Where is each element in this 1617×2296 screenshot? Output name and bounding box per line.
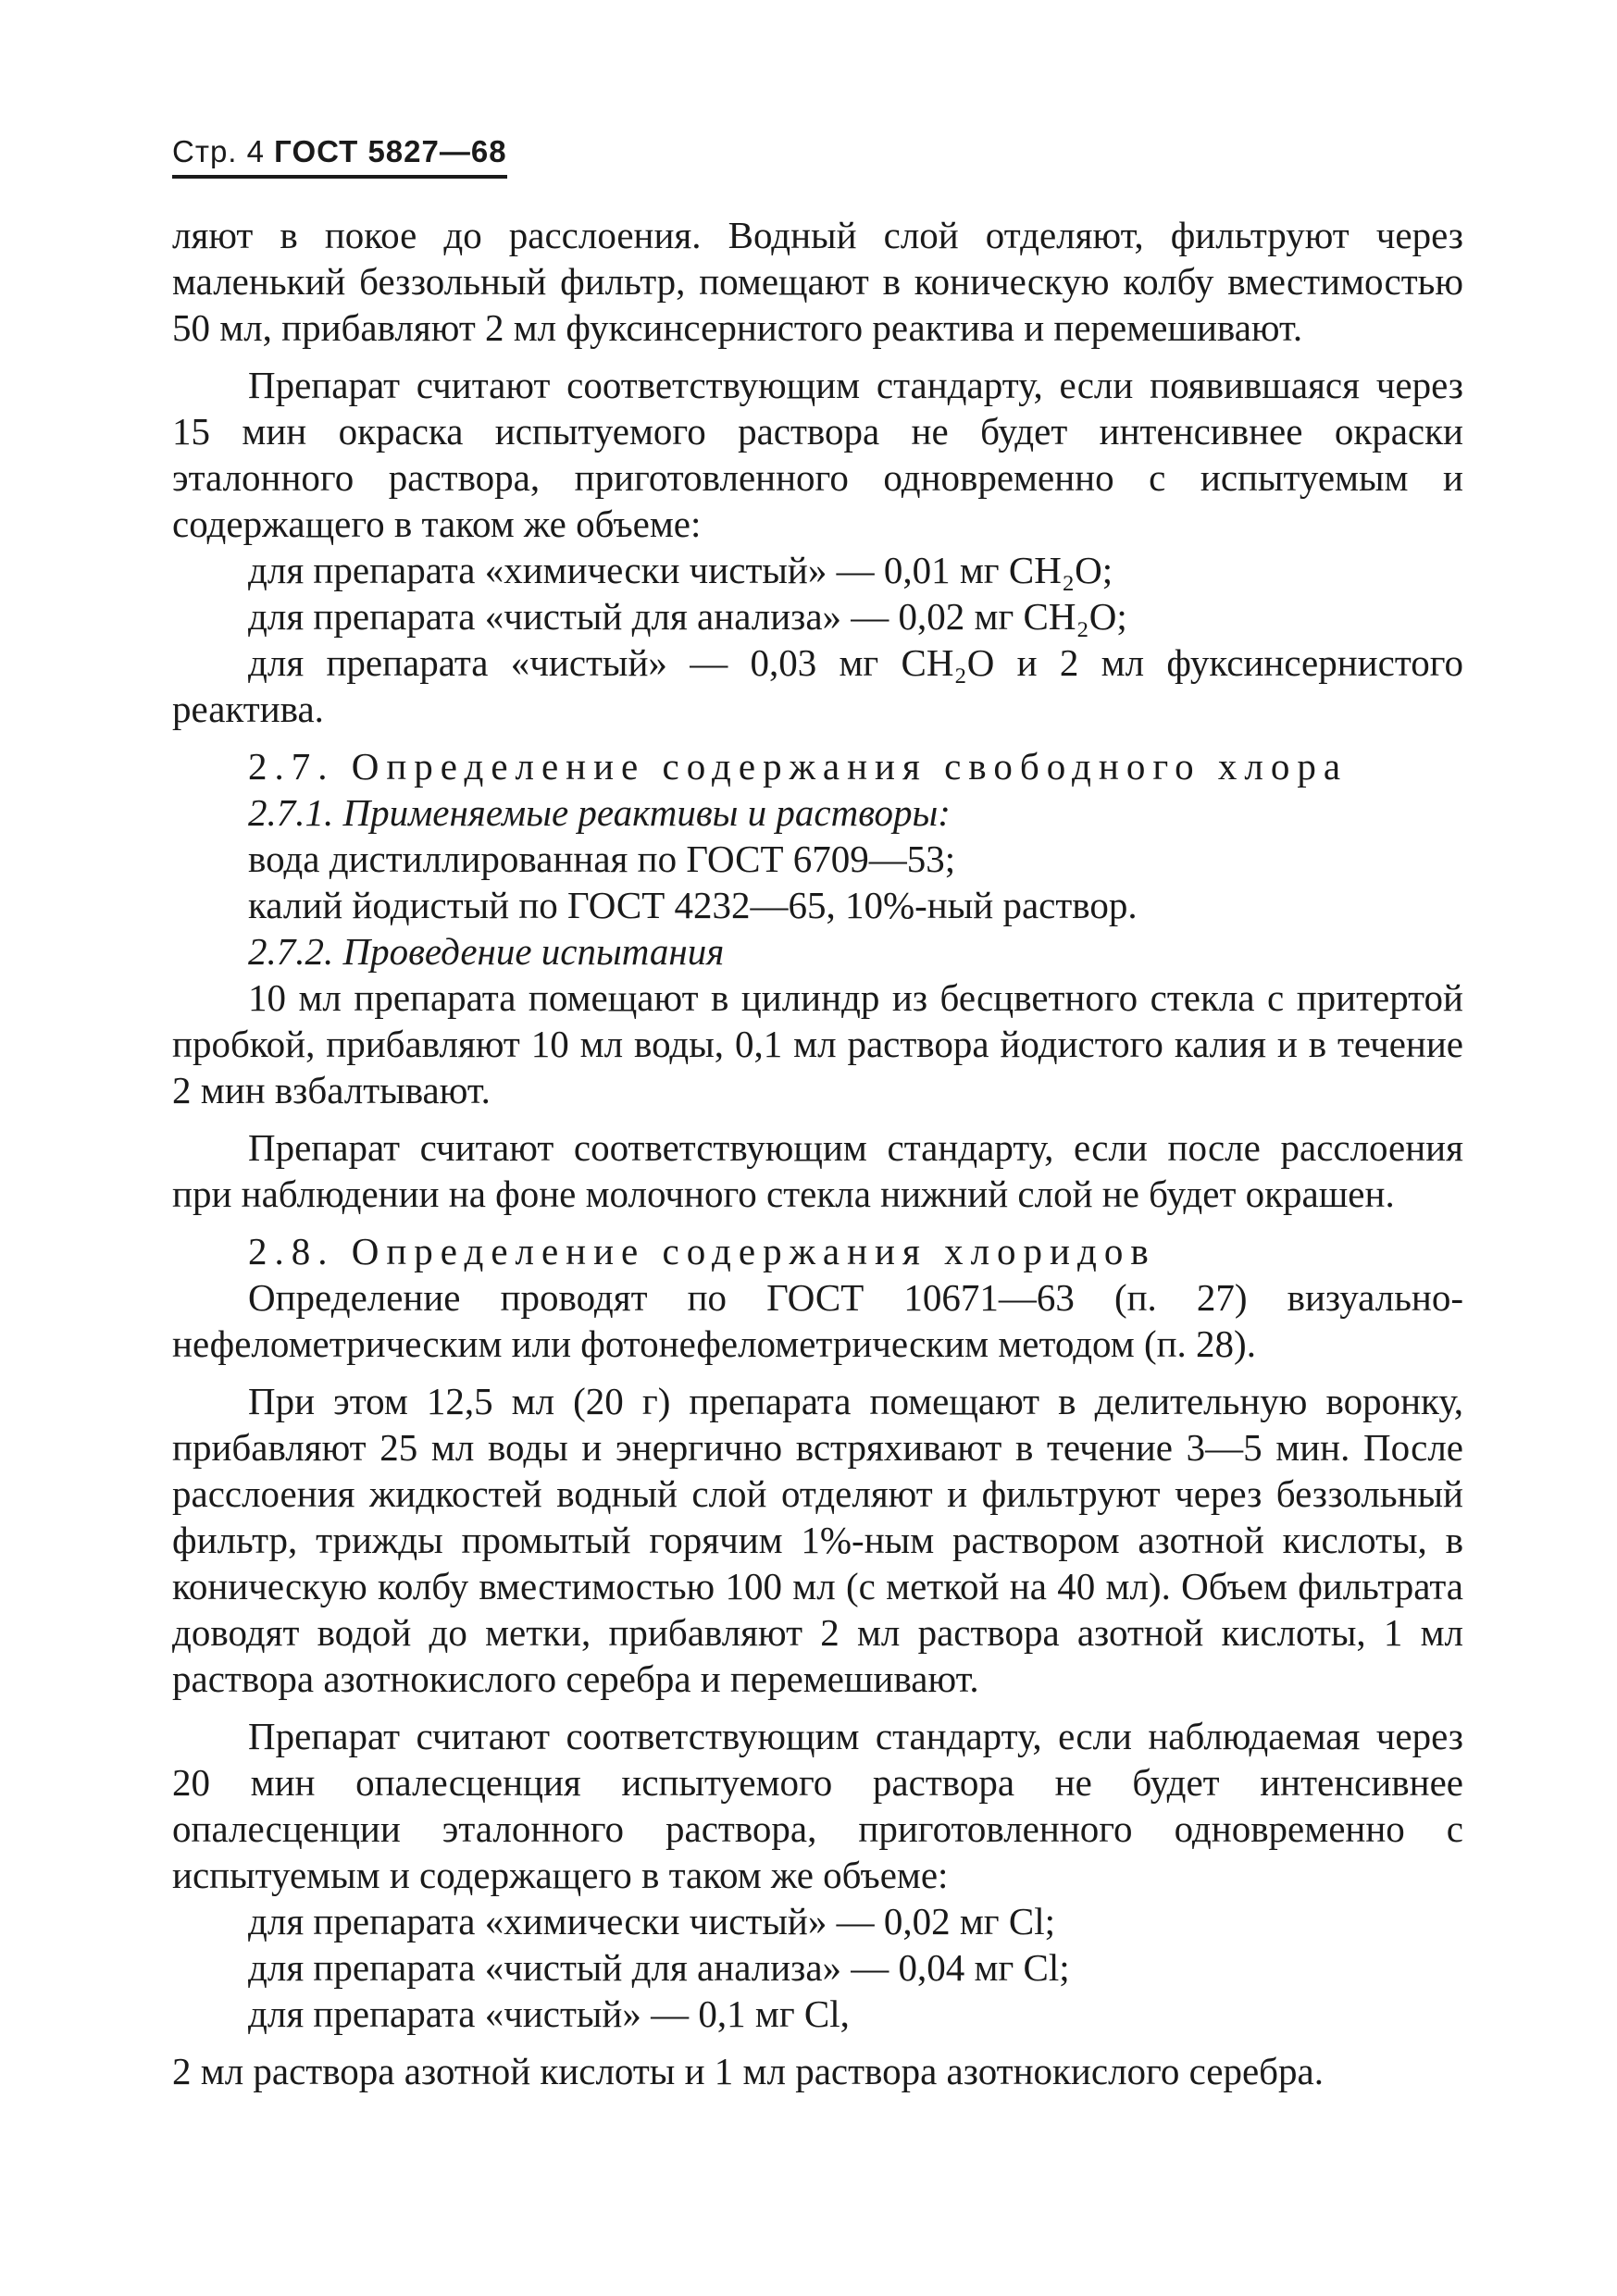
list-item-analytical-grade: для препарата «чистый для анализа» — 0,02 мг CH₂O;: [248, 595, 1127, 638]
subsection-procedure-heading: 2.7.2. Проведение испытания: [248, 930, 725, 973]
list-item-pure-cl: для препарата «чистый» — 0,1 мг Cl,: [248, 1992, 850, 2035]
paragraph-chlorine-criteria: Препарат считают соответствующим стандарту, если после расслоения при наблюдении на фоне молочного стекла нижний слой не будет окрашен.: [172, 1126, 1463, 1215]
paragraph-continuation: ляют в покое до расслоения. Водный слой отделяют, фильтруют через маленький беззольный фильтр, помещают в коническую колбу вместимостью 50 мл, прибавляют 2 мл фуксинсернистого реактива и перемешивают.: [172, 214, 1463, 349]
paragraph-chlorides-method: Определение проводят по ГОСТ 10671—63 (п. 27) визуально-нефелометрическим или фотонефелометрическим методом (п. 28).: [172, 1276, 1463, 1365]
standard-number: ГОСТ 5827—68: [274, 134, 507, 168]
list-item-chemically-pure-cl: для препарата «химически чистый» — 0,02 мг Cl;: [248, 1900, 1055, 1942]
list-item-pure: для препарата «чистый» — 0,03 мг CH₂O и 2 мл фуксинсернистого реактива.: [172, 641, 1463, 730]
list-item-analytical-grade-cl: для препарата «чистый для анализа» — 0,04 мг Cl;: [248, 1946, 1070, 1989]
section-heading-free-chlorine: 2.7. Определение содержания свободного хлора: [248, 745, 1349, 788]
paragraph-chlorides-tail: 2 мл раствора азотной кислоты и 1 мл раствора азотнокислого серебра.: [172, 2050, 1324, 2092]
section-heading-chlorides: 2.8. Определение содержания хлоридов: [248, 1230, 1156, 1272]
document-page: [172, 134, 1463, 2094]
page-header: [172, 134, 507, 179]
paragraph-acceptance-criteria: Препарат считают соответствующим стандарту, если появившаяся через 15 мин окраска испытуемого раствора не будет интенсивнее окраски эталонного раствора, приготовленного одновременно с испытуемым и содержащего в таком же объеме:: [172, 364, 1463, 545]
reagent-item-water: вода дистиллированная по ГОСТ 6709—53;: [248, 838, 956, 880]
paragraph-procedure: 10 мл препарата помещают в цилиндр из бесцветного стекла с притертой пробкой, прибавляют 10 мл воды, 0,1 мл раствора йодистого калия и в течение 2 мин взбалтывают.: [172, 976, 1463, 1111]
page-label: Стр. 4: [172, 134, 265, 168]
paragraph-chlorides-criteria: Препарат считают соответствующим стандарту, если наблюдаемая через 20 мин опалесценция испытуемого раствора не будет интенсивнее опалесценции эталонного раствора, приготовленного одновременно с испытуемым и содержащего в таком же объеме:: [172, 1715, 1463, 1896]
paragraph-chlorides-procedure: При этом 12,5 мл (20 г) препарата помещают в делительную воронку, прибавляют 25 мл воды и энергично встряхивают в течение 3—5 мин. После расслоения жидкостей водный слой отделяют и фильтруют через беззольный фильтр, трижды промытый горячим 1%-ным раствором азотной кислоты, в коническую колбу вместимостью 100 мл (с меткой на 40 мл). Объем фильтрата доводят водой до метки, прибавляют 2 мл раствора азотной кислоты, 1 мл раствора азотнокислого серебра и перемешивают.: [172, 1380, 1463, 1700]
subsection-reagents-heading: 2.7.1. Применяемые реактивы и растворы:: [248, 791, 951, 834]
reagent-item-potassium-iodide: калий йодистый по ГОСТ 4232—65, 10%-ный раствор.: [248, 884, 1138, 926]
list-item-chemically-pure: для препарата «химически чистый» — 0,01 мг CH₂O;: [248, 549, 1113, 591]
